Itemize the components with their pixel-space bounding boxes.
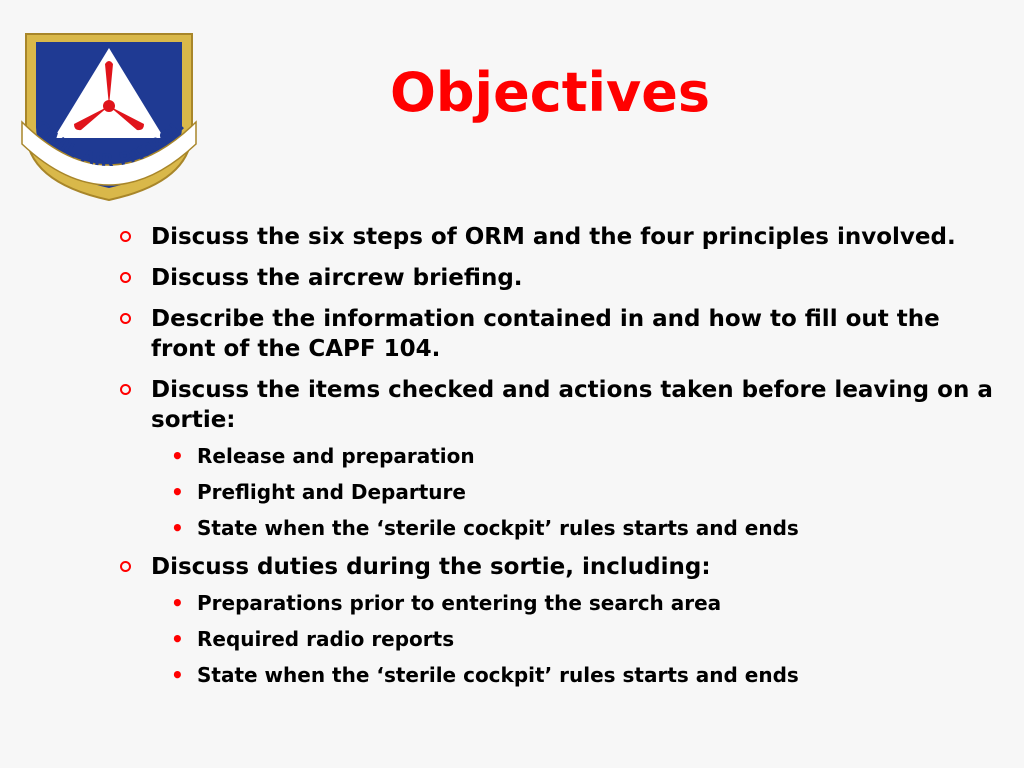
bullet-dot-icon: •: [171, 516, 184, 540]
bullet-circle-icon: [120, 384, 131, 395]
sub-list-item-text: State when the ‘sterile cockpit’ rules starts and ends: [197, 663, 799, 687]
bullet-dot-icon: •: [171, 627, 184, 651]
list-item-text: Discuss duties during the sortie, including:: [151, 554, 711, 580]
sub-list-item: [151, 479, 998, 505]
list-item: [118, 263, 998, 293]
sub-list-item: [151, 662, 998, 688]
logo-emblem-icon: [14, 12, 204, 204]
sub-list-item-text: Required radio reports: [197, 627, 455, 651]
objectives-list-container: [118, 222, 998, 699]
bullet-dot-icon: •: [171, 444, 184, 468]
sub-list-item-text: Release and preparation: [197, 444, 475, 468]
list-item-text: Describe the information contained in and how to fill out the front of the CAPF 104.: [151, 306, 940, 362]
list-item: [118, 375, 998, 541]
bullet-circle-icon: [120, 231, 131, 242]
slide-title: Objectives: [390, 61, 710, 124]
bullet-dot-icon: •: [171, 480, 184, 504]
list-item-text: Discuss the items checked and actions taken before leaving on a sortie:: [151, 377, 993, 433]
list-item: [118, 552, 998, 688]
sub-list: [151, 443, 998, 541]
sub-list-item: [151, 443, 998, 469]
bullet-circle-icon: [120, 561, 131, 572]
bullet-dot-icon: •: [171, 591, 184, 615]
sub-list-item: [151, 515, 998, 541]
sub-list: [151, 590, 998, 688]
sub-list-item: [151, 626, 998, 652]
list-item: [118, 304, 998, 364]
civil-air-patrol-logo: [14, 12, 204, 204]
sub-list-item-text: State when the ‘sterile cockpit’ rules starts and ends: [197, 516, 799, 540]
list-item-text: Discuss the aircrew briefing.: [151, 265, 523, 291]
bullet-circle-icon: [120, 313, 131, 324]
bullet-circle-icon: [120, 272, 131, 283]
list-item-text: Discuss the six steps of ORM and the four principles involved.: [151, 224, 956, 250]
logo-banner-text: CIVIL AIR PATROL: [29, 116, 189, 172]
objectives-list: [118, 222, 998, 688]
list-item: [118, 222, 998, 252]
bullet-dot-icon: •: [171, 663, 184, 687]
sub-list-item: [151, 590, 998, 616]
sub-list-item-text: Preparations prior to entering the search area: [197, 591, 722, 615]
sub-list-item-text: Preflight and Departure: [197, 480, 466, 504]
